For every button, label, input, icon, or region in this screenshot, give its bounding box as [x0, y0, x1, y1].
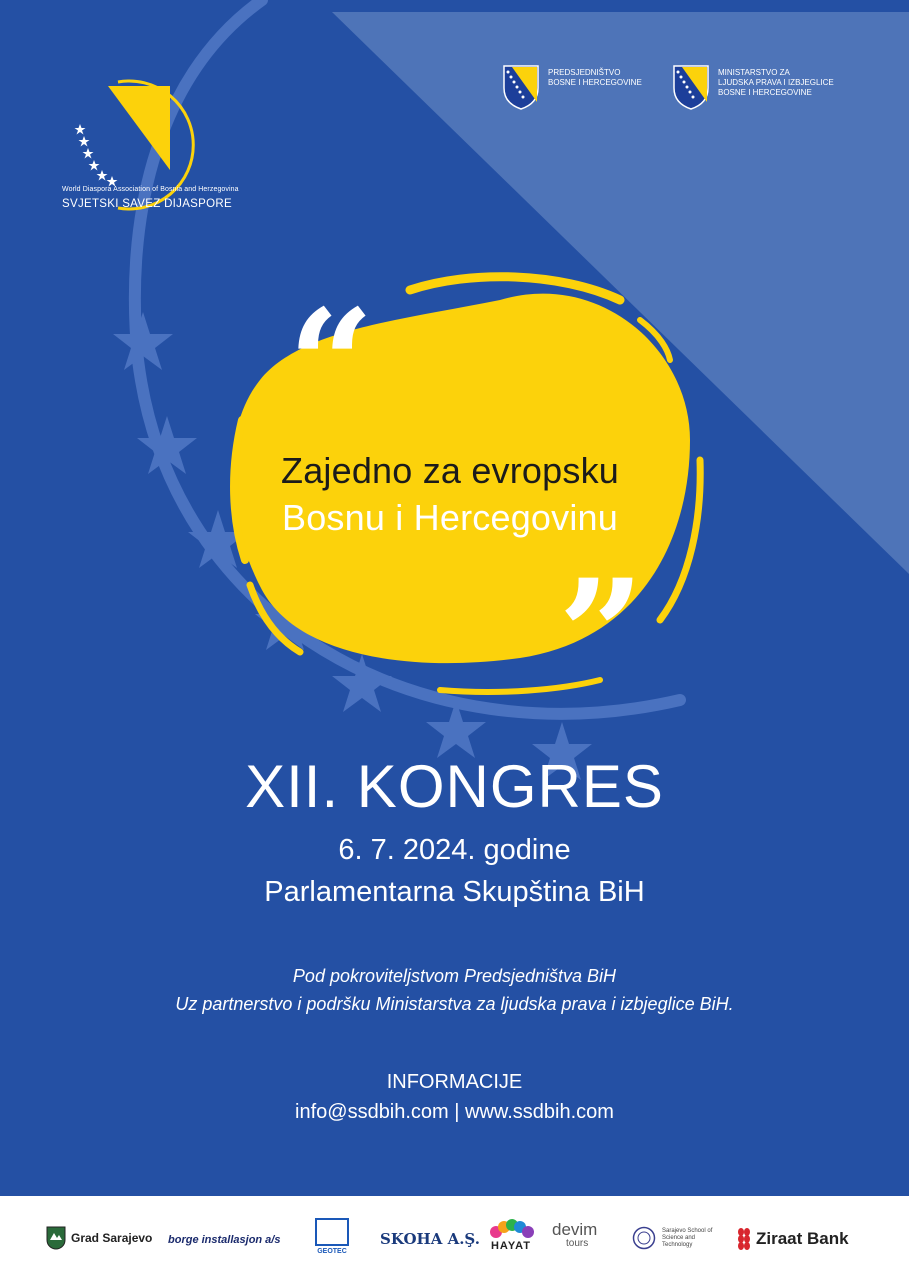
institution-line: LJUDSKA PRAVA I IZBJEGLICE — [718, 78, 834, 87]
organization-name: SVJETSKI SAVEZ DIJASPORE — [62, 198, 232, 210]
sponsor-geotec — [306, 1218, 358, 1256]
institution-line: MINISTARSTVO ZA — [718, 68, 790, 77]
close-quote-mark: ” — [558, 547, 645, 723]
sponsor-ssst — [632, 1226, 722, 1250]
sponsor-label: Sarajevo School of Science and Technology — [662, 1227, 713, 1248]
hayat-peacock-icon — [486, 1218, 536, 1240]
geotec-logo-icon — [315, 1218, 349, 1246]
info-contact[interactable]: info@ssdbih.com | www.ssdbih.com — [295, 1101, 614, 1123]
sponsor-grad-sarajevo — [46, 1226, 152, 1250]
wheat-icon — [736, 1226, 752, 1252]
sponsor-ziraat — [736, 1226, 849, 1252]
sponsor-skoha — [380, 1230, 480, 1248]
sponsor-label: Ziraat Bank — [756, 1229, 849, 1248]
ssst-seal-icon — [632, 1226, 656, 1250]
event-date: 6. 7. 2024. godine — [338, 834, 571, 866]
sponsor-label: Grad Sarajevo — [71, 1231, 153, 1245]
sarajevo-crest-icon — [46, 1226, 66, 1250]
institution-line: PREDSJEDNIŠTVO — [548, 68, 621, 77]
patronage-line-2: Uz partnerstvo i podršku Ministarstva za ljudska prava i izbjeglice BiH. — [175, 994, 734, 1014]
sponsor-devim — [552, 1222, 597, 1249]
patronage-block — [0, 962, 909, 1018]
organization-subtitle: World Diaspora Association of Bosnia and Herzegovina — [62, 186, 239, 193]
institution-line: BOSNE I HERCEGOVINE — [718, 88, 812, 97]
patronage-line-1: Pod pokroviteljstvom Predsjedništva BiH — [292, 966, 617, 986]
sponsor-label-sub: tours — [566, 1238, 589, 1249]
sponsor-label: SKOHA A.Ş. — [380, 1230, 480, 1248]
slogan-line-2: Bosnu i Hercegovinu — [282, 497, 618, 538]
sponsor-footer — [0, 1196, 909, 1285]
sponsor-label: borge installasjon a/s — [168, 1234, 281, 1246]
open-quote-mark: “ — [288, 277, 375, 453]
sponsor-label: devim — [552, 1220, 598, 1239]
event-title: XII. KONGRES — [245, 753, 664, 820]
slogan-line-1: Zajedno za evropsku — [281, 450, 619, 491]
info-heading: INFORMACIJE — [386, 1071, 523, 1093]
event-venue: Parlamentarna Skupština BiH — [264, 876, 645, 908]
sponsor-hayat — [486, 1218, 536, 1252]
institution-line: BOSNE I HERCEGOVINE — [548, 78, 642, 87]
sponsor-borge — [168, 1234, 280, 1246]
sponsor-label: HAYAT — [490, 1240, 532, 1252]
sponsor-label: GEOTEC — [317, 1248, 347, 1255]
